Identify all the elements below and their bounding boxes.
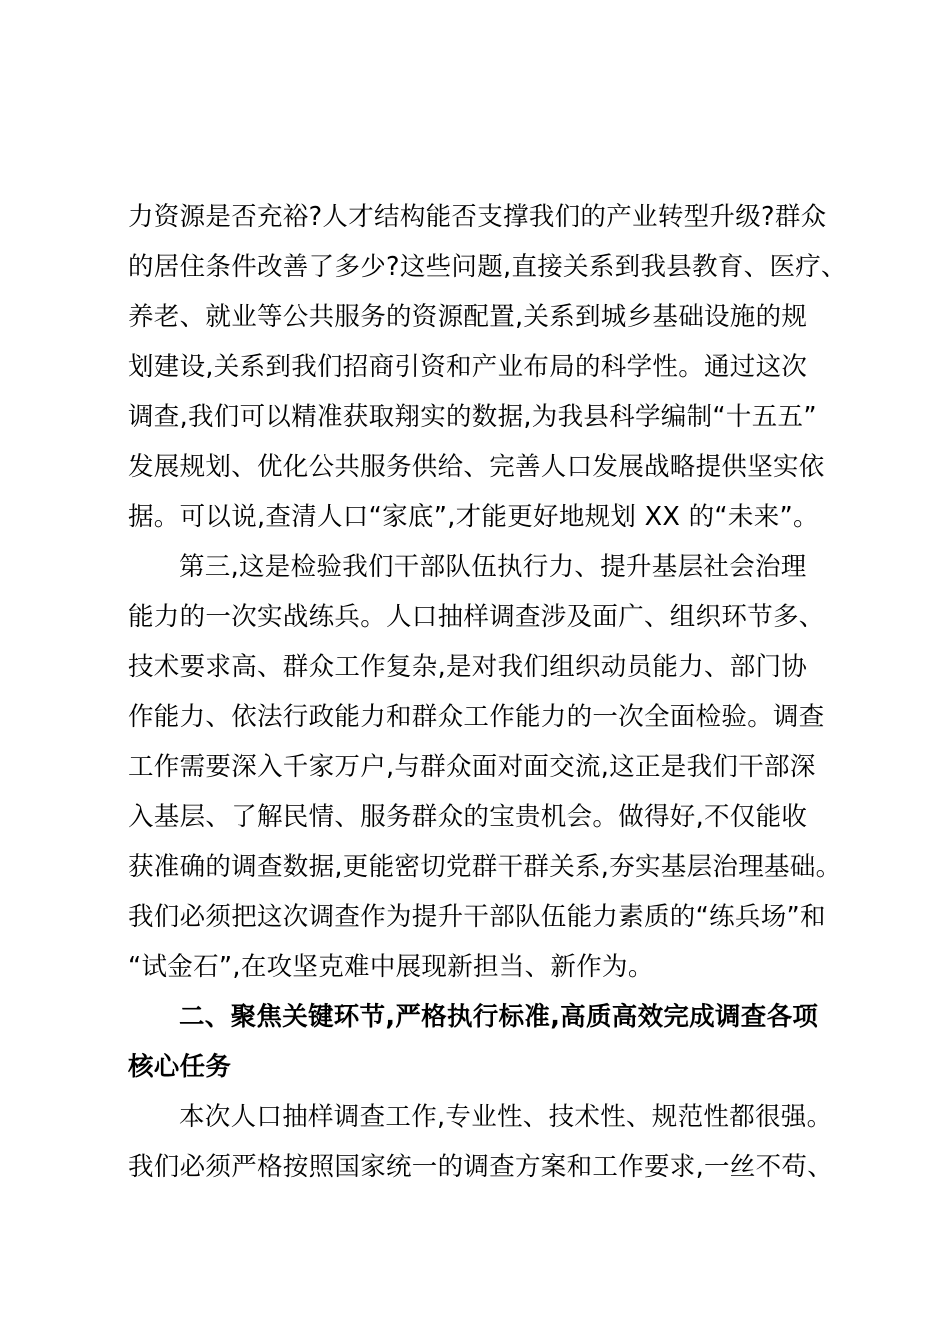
paragraph-line: 工作需要深入千家万户,与群众面对面交流,这正是我们干部深	[128, 752, 816, 782]
paragraph-line: 据。可以说,查清人口“家底”,才能更好地规划 XX 的“未来”。	[128, 502, 819, 532]
section-heading-2	[128, 992, 828, 1092]
paragraph-line: 我们必须把这次调查作为提升干部队伍能力素质的“练兵场”和	[128, 902, 826, 932]
heading-line: 二、聚焦关键环节,严格执行标准,高质高效完成调查各项	[179, 1002, 819, 1032]
paragraph-3	[128, 1092, 834, 1192]
paragraph-line: 我们必须严格按照国家统一的调查方案和工作要求,一丝不苟、	[128, 1152, 834, 1182]
heading-line: 核心任务	[128, 1052, 232, 1082]
paragraph-line: 能力的一次实战练兵。人口抽样调查涉及面广、组织环节多、	[128, 602, 825, 632]
paragraph-1	[128, 192, 847, 542]
paragraph-line: “试金石”,在攻坚克难中展现新担当、新作为。	[128, 952, 654, 982]
document-body	[128, 192, 847, 1192]
paragraph-line: 划建设,关系到我们招商引资和产业布局的科学性。通过这次	[128, 352, 808, 382]
paragraph-line: 第三,这是检验我们干部队伍执行力、提升基层社会治理	[179, 552, 807, 582]
paragraph-line: 调查,我们可以精准获取翔实的数据,为我县科学编制“十五五”	[128, 402, 817, 432]
paragraph-line: 获准确的调查数据,更能密切党群干群关系,夯实基层治理基础。	[128, 852, 842, 882]
paragraph-line: 力资源是否充裕?人才结构能否支撑我们的产业转型升级?群众	[128, 202, 827, 232]
paragraph-line: 养老、就业等公共服务的资源配置,关系到城乡基础设施的规	[128, 302, 808, 332]
paragraph-2	[128, 542, 842, 992]
paragraph-line: 入基层、了解民情、服务群众的宝贵机会。做得好,不仅能收	[128, 802, 808, 832]
paragraph-line: 本次人口抽样调查工作,专业性、技术性、规范性都很强。	[179, 1102, 833, 1132]
paragraph-line: 发展规划、优化公共服务供给、完善人口发展战略提供坚实依	[128, 452, 825, 482]
paragraph-line: 作能力、依法行政能力和群众工作能力的一次全面检验。调查	[128, 702, 825, 732]
paragraph-line: 的居住条件改善了多少?这些问题,直接关系到我县教育、医疗、	[128, 252, 847, 282]
paragraph-line: 技术要求高、群众工作复杂,是对我们组织动员能力、部门协	[128, 652, 808, 682]
